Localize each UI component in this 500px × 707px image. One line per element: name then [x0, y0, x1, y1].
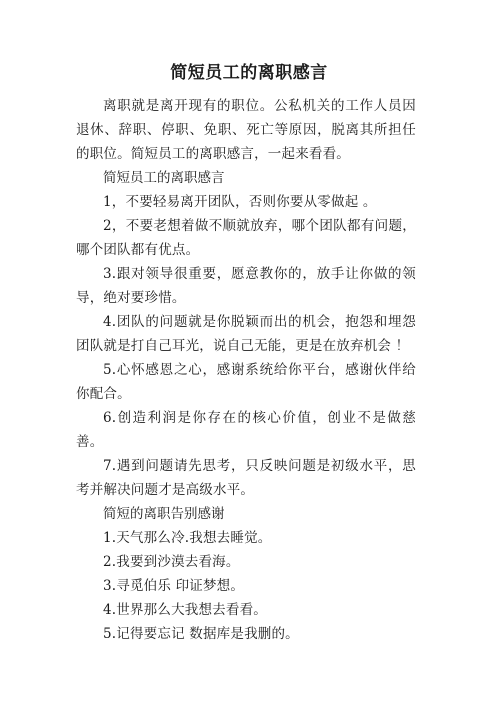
list-item: 6.创造利润是你存在的核心价值，创业不是做慈善。 [76, 410, 416, 450]
list-item: 5.记得要忘记 数据库是我删的。 [103, 626, 299, 642]
list-item: 3.跟对领导很重要，愿意教你的，放手让你做的领导，绝对要珍惜。 [76, 266, 416, 306]
list-item: 2.我要到沙漠去看海。 [103, 554, 240, 570]
list-item: 4.世界那么大我想去看看。 [103, 602, 267, 618]
page-title: 简短员工的离职感言 [170, 63, 328, 83]
list-item: 3.寻觅伯乐 印证梦想。 [103, 578, 245, 594]
list-item: 1.天气那么冷.我想去睡觉。 [103, 530, 272, 546]
section-heading-farewell-thanks: 简短的离职告别感谢 [103, 506, 225, 522]
list-item: 4.团队的问题就是你脱颖而出的机会，抱怨和埋怨团队就是打自己耳光，说自己无能，更是在放弃机会 ！ [76, 314, 416, 354]
list-item: 1，不要轻易离开团队，否则你要从零做起 。 [103, 194, 377, 210]
section-heading-farewell-words: 简短员工的离职感言 [103, 170, 225, 186]
list-item: 2，不要老想着做不顺就放弃，哪个团队都有问题，哪个团队都有优点。 [76, 218, 416, 258]
list-item: 5.心怀感恩之心，感谢系统给你平台，感谢伙伴给你配合。 [76, 362, 416, 402]
farewell-words-list [76, 190, 416, 502]
list-item: 7.遇到问题请先思考，只反映问题是初级水平，思考并解决问题才是高级水平。 [76, 458, 416, 498]
farewell-thanks-list [76, 526, 416, 646]
intro-paragraph: 离职就是离开现有的职位。公私机关的工作人员因退休、辞职、停职、免职、死亡等原因，脱离其所担任的职位。简短员工的离职感言，一起来看看。 [76, 98, 416, 162]
